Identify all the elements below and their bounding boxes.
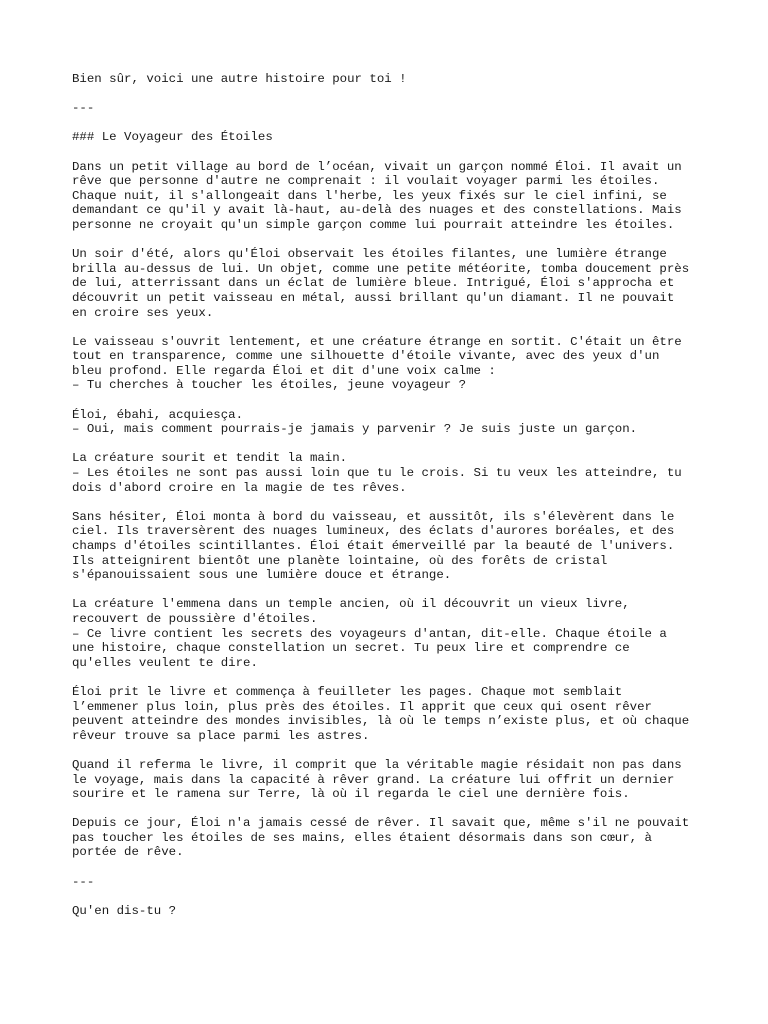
paragraph-line: demandant ce qu'il y avait là-haut, au-delà des nuages et des constellations. Mais [72, 203, 682, 218]
story-heading: ### Le Voyageur des Étoiles [72, 130, 273, 145]
paragraph-line: – Ce livre contient les secrets des voyageurs d'antan, dit-elle. Chaque étoile a [72, 626, 667, 641]
paragraph-line: s'épanouissaient sous une lumière douce et étrange. [72, 568, 452, 583]
paragraph-line: Dans un petit village au bord de l’océan, vivait un garçon nommé Éloi. Il avait un [72, 159, 682, 174]
paragraph-line: Depuis ce jour, Éloi n'a jamais cessé de rêver. Il savait que, même s'il ne pouvait [72, 816, 690, 831]
paragraph-line: Chaque nuit, il s'allongeait dans l'herbe, les yeux fixés sur le ciel infini, se [72, 188, 667, 203]
paragraph-line: pas toucher les étoiles de ses mains, elles étaient désormais dans son cœur, à [72, 830, 652, 845]
paragraph-line: recouvert de poussière d'étoiles. [72, 611, 318, 626]
story-paragraph [72, 510, 702, 583]
story-paragraph [72, 408, 702, 437]
paragraph-line: rêve que personne d'autre ne comprenait : il voulait voyager parmi les étoiles. [72, 174, 660, 189]
story-paragraph [72, 160, 702, 233]
paragraph-line: – Tu cherches à toucher les étoiles, jeune voyageur ? [72, 378, 467, 393]
paragraph-line: une histoire, chaque constellation un secret. Tu peux lire et comprendre ce [72, 641, 630, 656]
paragraph-line: Éloi prit le livre et commença à feuilleter les pages. Chaque mot semblait [72, 684, 623, 699]
paragraph-line: rêveur trouve sa place parmi les astres. [72, 728, 370, 743]
paragraph-line: brilla au-dessus de lui. Un objet, comme une petite météorite, tomba doucement près [72, 261, 690, 276]
paragraph-line: bleu profond. Elle regarda Éloi et dit d'une voix calme : [72, 363, 496, 378]
closing-question: Qu'en dis-tu ? [72, 903, 177, 918]
story-paragraph [72, 685, 702, 743]
paragraph-line: ciel. Ils traversèrent des nuages lumineux, des éclats d'aurores boréales, et des [72, 524, 675, 539]
paragraph-line: Quand il referma le livre, il comprit que la véritable magie résidait non pas dans [72, 757, 682, 772]
paragraph-line: dois d'abord croire en la magie de tes rêves. [72, 480, 407, 495]
story-paragraph [72, 247, 702, 320]
story-paragraph [72, 451, 702, 495]
paragraph-line: personne ne croyait qu'un simple garçon comme lui pourrait atteindre les étoiles. [72, 217, 675, 232]
separator-bottom: --- [72, 874, 95, 889]
paragraph-line: en croire ses yeux. [72, 305, 214, 320]
paragraph-line: sourire et le ramena sur Terre, là où il regarda le ciel une dernière fois. [72, 787, 630, 802]
paragraph-line: découvrit un petit vaisseau en métal, aussi brillant qu'un diamant. Il ne pouvait [72, 290, 675, 305]
paragraph-line: de lui, atterrissant dans un éclat de lumière bleue. Intrigué, Éloi s'approcha et [72, 276, 675, 291]
story-paragraphs [72, 160, 702, 861]
paragraph-line: Ils atteignirent bientôt une planète lointaine, où des forêts de cristal [72, 553, 608, 568]
paragraph-line: Le vaisseau s'ouvrit lentement, et une créature étrange en sortit. C'était un être [72, 334, 682, 349]
paragraph-line: qu'elles veulent te dire. [72, 655, 258, 670]
paragraph-line: peuvent atteindre des mondes invisibles, là où le temps n’existe plus, et où chaque [72, 714, 690, 729]
paragraph-line: portée de rêve. [72, 845, 184, 860]
intro-text: Bien sûr, voici une autre histoire pour toi ! [72, 72, 407, 86]
document-body [72, 72, 702, 933]
paragraph-line: La créature l'emmena dans un temple ancien, où il découvrit un vieux livre, [72, 597, 630, 612]
separator-top: --- [72, 101, 95, 116]
paragraph-line: l’emmener plus loin, plus près des étoiles. Il apprit que ceux qui osent rêver [72, 699, 652, 714]
story-paragraph [72, 758, 702, 802]
story-paragraph [72, 816, 702, 860]
paragraph-line: champs d'étoiles scintillantes. Éloi était émerveillé par la beauté de l'univers. [72, 539, 675, 553]
paragraph-line: – Oui, mais comment pourrais-je jamais y parvenir ? Je suis juste un garçon. [72, 422, 638, 437]
paragraph-line: tout en transparence, comme une silhouette d'étoile vivante, avec des yeux d'un [72, 349, 660, 364]
story-paragraph [72, 597, 702, 670]
paragraph-line: Éloi, ébahi, acquiesça. [72, 407, 244, 422]
paragraph-line: La créature sourit et tendit la main. [72, 451, 348, 466]
paragraph-line: le voyage, mais dans la capacité à rêver grand. La créature lui offrit un dernier [72, 772, 675, 787]
paragraph-line: Sans hésiter, Éloi monta à bord du vaisseau, et aussitôt, ils s'élevèrent dans le [72, 509, 675, 524]
story-paragraph [72, 335, 702, 393]
paragraph-line: Un soir d'été, alors qu'Éloi observait les étoiles filantes, une lumière étrange [72, 247, 667, 262]
paragraph-line: – Les étoiles ne sont pas aussi loin que tu le crois. Si tu veux les atteindre, tu [72, 466, 682, 481]
